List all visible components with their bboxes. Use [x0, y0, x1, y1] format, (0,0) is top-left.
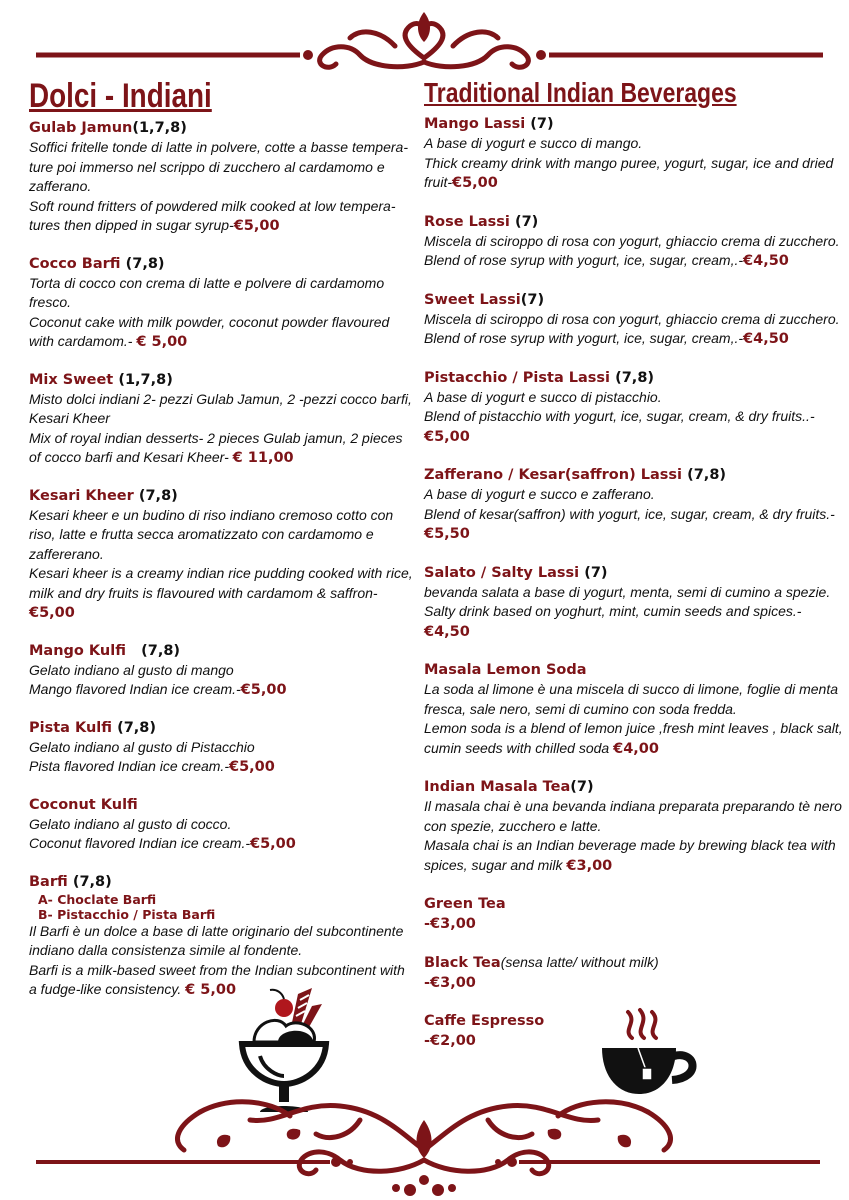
item-price: €4,50 [424, 623, 470, 640]
item-description-en: Coconut cake with milk powder, coconut powder flavoured with cardamom.- [29, 313, 390, 349]
item-description-it: Il masala chai è una bevanda indiana preparata preparando tè nero con spezie, zucchero e latte. [424, 798, 842, 834]
item-price: €5,00 [29, 605, 75, 621]
item-description-it: Miscela di sciroppo di rosa con yogurt, ghiaccio crema di zucchero. [424, 310, 840, 327]
item-description-en: Kesari kheer is a creamy indian rice pudding cooked with rice, milk and dry fruits is flavoured with cardamom & saffron- [29, 565, 413, 601]
item-description-it: A base di yogurt e succo di mango. [424, 135, 643, 151]
item-price: €5,00 [424, 428, 470, 445]
barfi-variant: A- Choclate Barfi [38, 891, 157, 907]
menu-item-mango-kulfi [29, 641, 414, 701]
menu-item-coconut-kulfi [29, 795, 414, 855]
item-price: -€3,00 [424, 975, 476, 991]
allergen-code: (7,8) [615, 369, 655, 386]
item-price: €5,00 [250, 836, 296, 852]
item-description-en: Blend of rose syrup with yogurt, ice, sugar, cream,.- [424, 330, 744, 346]
item-description-en: Lemon soda is a blend of lemon juice ,fresh mint leaves , black salt, cumin seeds with chilled soda [424, 720, 843, 756]
item-name: Zafferano / Kesar(saffron) Lassi [424, 467, 683, 483]
menu-item-rose-lassi [424, 212, 844, 272]
item-description-en: Thick creamy drink with mango puree, yogurt, sugar, ice and dried fruit- [424, 154, 834, 190]
item-description-en: Masala chai is an Indian beverage made by brewing black tea with spices, sugar and milk [424, 837, 836, 873]
item-price: -€2,00 [424, 1033, 476, 1049]
menu-item-green-tea [424, 894, 844, 934]
menu-item-cocco-barfi [29, 254, 414, 353]
item-name: Indian Masala Tea [424, 779, 571, 795]
item-description-it: A base di yogurt e succo e zafferano. [424, 486, 655, 502]
allergen-code: (7) [584, 564, 608, 581]
item-name: Sweet Lassi [424, 291, 521, 308]
allergen-code: (7,8) [687, 467, 727, 483]
allergen-code: (7,8) [138, 487, 178, 504]
item-price: €5,00 [240, 682, 287, 698]
item-price: €3,00 [566, 857, 613, 874]
allergen-code: (7,8) [125, 255, 165, 272]
item-name: Green Tea [424, 896, 506, 912]
item-price: €4,00 [613, 740, 659, 757]
menu-item-kesari-kheer [29, 486, 414, 624]
item-price: €4,50 [743, 253, 789, 269]
item-description-it: Torta di cocco con crema di latte e polvere di cardamomo fresco. [29, 274, 385, 310]
item-description-en: Mix of royal indian desserts- 2 pieces Gulab jamun, 2 pieces of cocco barfi and Kesari Kheer- [29, 429, 403, 465]
item-name: Mango Lassi [424, 116, 526, 132]
item-description-it: bevanda salata a base di yogurt, menta, semi di cumino a spezie. [424, 583, 831, 600]
item-description-it: Miscela di sciroppo di rosa con yogurt, ghiaccio crema di zucchero. [424, 232, 840, 249]
item-price: € 5,00 [136, 334, 188, 350]
item-name: Gulab Jamun [29, 120, 133, 136]
barfi-variants [38, 892, 414, 922]
item-description-it: Kesari kheer e un budino di riso indiano cremoso cotto con riso, latte e frutta secca aromatizzato con cardamomo e zaffererano. [29, 506, 394, 562]
item-description-it: Gelato indiano al gusto di Pistacchio [29, 738, 255, 755]
menu-item-sweet-lassi [424, 290, 844, 350]
item-description-en: Barfi is a milk-based sweet from the Indian subcontinent with a fudge-like consistency. [29, 961, 405, 997]
menu-item-kesar-lassi [424, 465, 844, 545]
item-description-en: Blend of rose syrup with yogurt, ice, sugar, cream,.- [424, 252, 744, 268]
item-description-it: Misto dolci indiani 2- pezzi Gulab Jamun, 2 -pezzi cocco barfi, Kesari Kheer [29, 390, 412, 426]
item-name: Pistacchio / Pista Lassi [424, 369, 611, 386]
dessert-column [29, 76, 414, 1018]
menu-item-barfi [29, 872, 414, 1001]
item-name: Pista Kulfi [29, 719, 113, 736]
menu-item-pista-kulfi [29, 718, 414, 778]
dessert-section-title: Dolci - Indiani [29, 77, 212, 115]
item-description-it: Gelato indiano al gusto di cocco. [29, 815, 232, 832]
allergen-code: (1,7,8) [118, 371, 173, 388]
item-price: €5,00 [228, 759, 275, 775]
allergen-code: (7) [570, 779, 594, 795]
beverage-section-title: Traditional Indian Beverages [424, 77, 737, 108]
item-name: Salato / Salty Lassi [424, 564, 580, 581]
item-description-it: Soffici fritelle tonde di latte in polvere, cotte a basse tempera-ture poi immerso nel scrippo di zucchero al cardamomo e zafferano. [29, 139, 408, 194]
allergen-code: (7) [520, 291, 545, 308]
menu-item-gulab-jamun [29, 118, 414, 237]
item-price: €5,00 [233, 218, 280, 234]
item-price: € 5,00 [185, 982, 237, 998]
item-description-en: Coconut flavored Indian ice cream.- [29, 835, 250, 851]
item-description-en: Soft round fritters of powdered milk cooked at low tempera-tures then dipped in sugar syrup- [29, 197, 396, 233]
item-description-it: Il Barfi è un dolce a base di latte originario del subcontinente indiano dalla consistenza simile al fondente. [29, 922, 404, 958]
item-description-it: La soda al limone è una miscela di succo di limone, foglie di menta fresca, sale nero, semi di cumino con soda fredda. [424, 681, 839, 717]
menu-item-pista-lassi [424, 368, 844, 448]
item-description-en: Pista flavored Indian ice cream.- [29, 758, 229, 774]
item-description-en: Blend of kesar(saffron) with yogurt, ice, sugar, cream, & dry fruits.- [424, 505, 835, 522]
item-name: Masala Lemon Soda [424, 662, 587, 678]
allergen-code: (1,7,8) [132, 120, 187, 136]
item-name: Mix Sweet [29, 371, 114, 388]
allergen-code: (7,8) [141, 642, 181, 659]
item-description-en: Salty drink based on yoghurt, mint, cumin seeds and spices.- [424, 603, 802, 619]
item-description-en: Blend of pistacchio with yogurt, ice, sugar, cream, & dry fruits..- [424, 408, 815, 424]
item-description-it: Gelato indiano al gusto di mango [29, 661, 234, 678]
menu-item-salty-lassi [424, 563, 844, 643]
item-price: €4,50 [743, 331, 789, 347]
item-name: Coconut Kulfi [29, 796, 138, 813]
item-note: (sensa latte/ without milk) [500, 954, 659, 970]
menu-item-black-tea [424, 952, 844, 993]
allergen-code: (7) [530, 116, 554, 132]
item-name: Rose Lassi [424, 213, 510, 230]
item-price: €5,00 [452, 175, 498, 191]
item-name: Kesari Kheer [29, 487, 134, 504]
menu-item-masala-lemon-soda [424, 660, 844, 759]
item-description-it: A base di yogurt e succo di pistacchio. [424, 388, 662, 405]
item-name: Mango Kulfi [29, 642, 126, 659]
bottom-flourish-icon [0, 1080, 849, 1200]
menu-item-mix-sweet [29, 370, 414, 469]
allergen-code: (7,8) [72, 873, 112, 890]
allergen-code: (7,8) [117, 719, 157, 736]
item-name: Caffe Espresso [424, 1013, 545, 1029]
item-name: Cocco Barfi [29, 255, 121, 272]
top-flourish-icon [0, 0, 849, 80]
item-price: € 11,00 [232, 450, 294, 466]
item-price: €5,50 [424, 526, 470, 542]
item-price: -€3,00 [424, 916, 476, 932]
menu-item-masala-tea [424, 777, 844, 876]
item-name: Black Tea [424, 955, 501, 971]
beverage-column [424, 76, 844, 1069]
barfi-variant: B- Pistacchio / Pista Barfi [38, 906, 216, 922]
item-name: Barfi [29, 873, 68, 890]
item-description-en: Mango flavored Indian ice cream.- [29, 681, 241, 697]
menu-item-mango-lassi [424, 114, 844, 194]
allergen-code: (7) [514, 213, 539, 230]
